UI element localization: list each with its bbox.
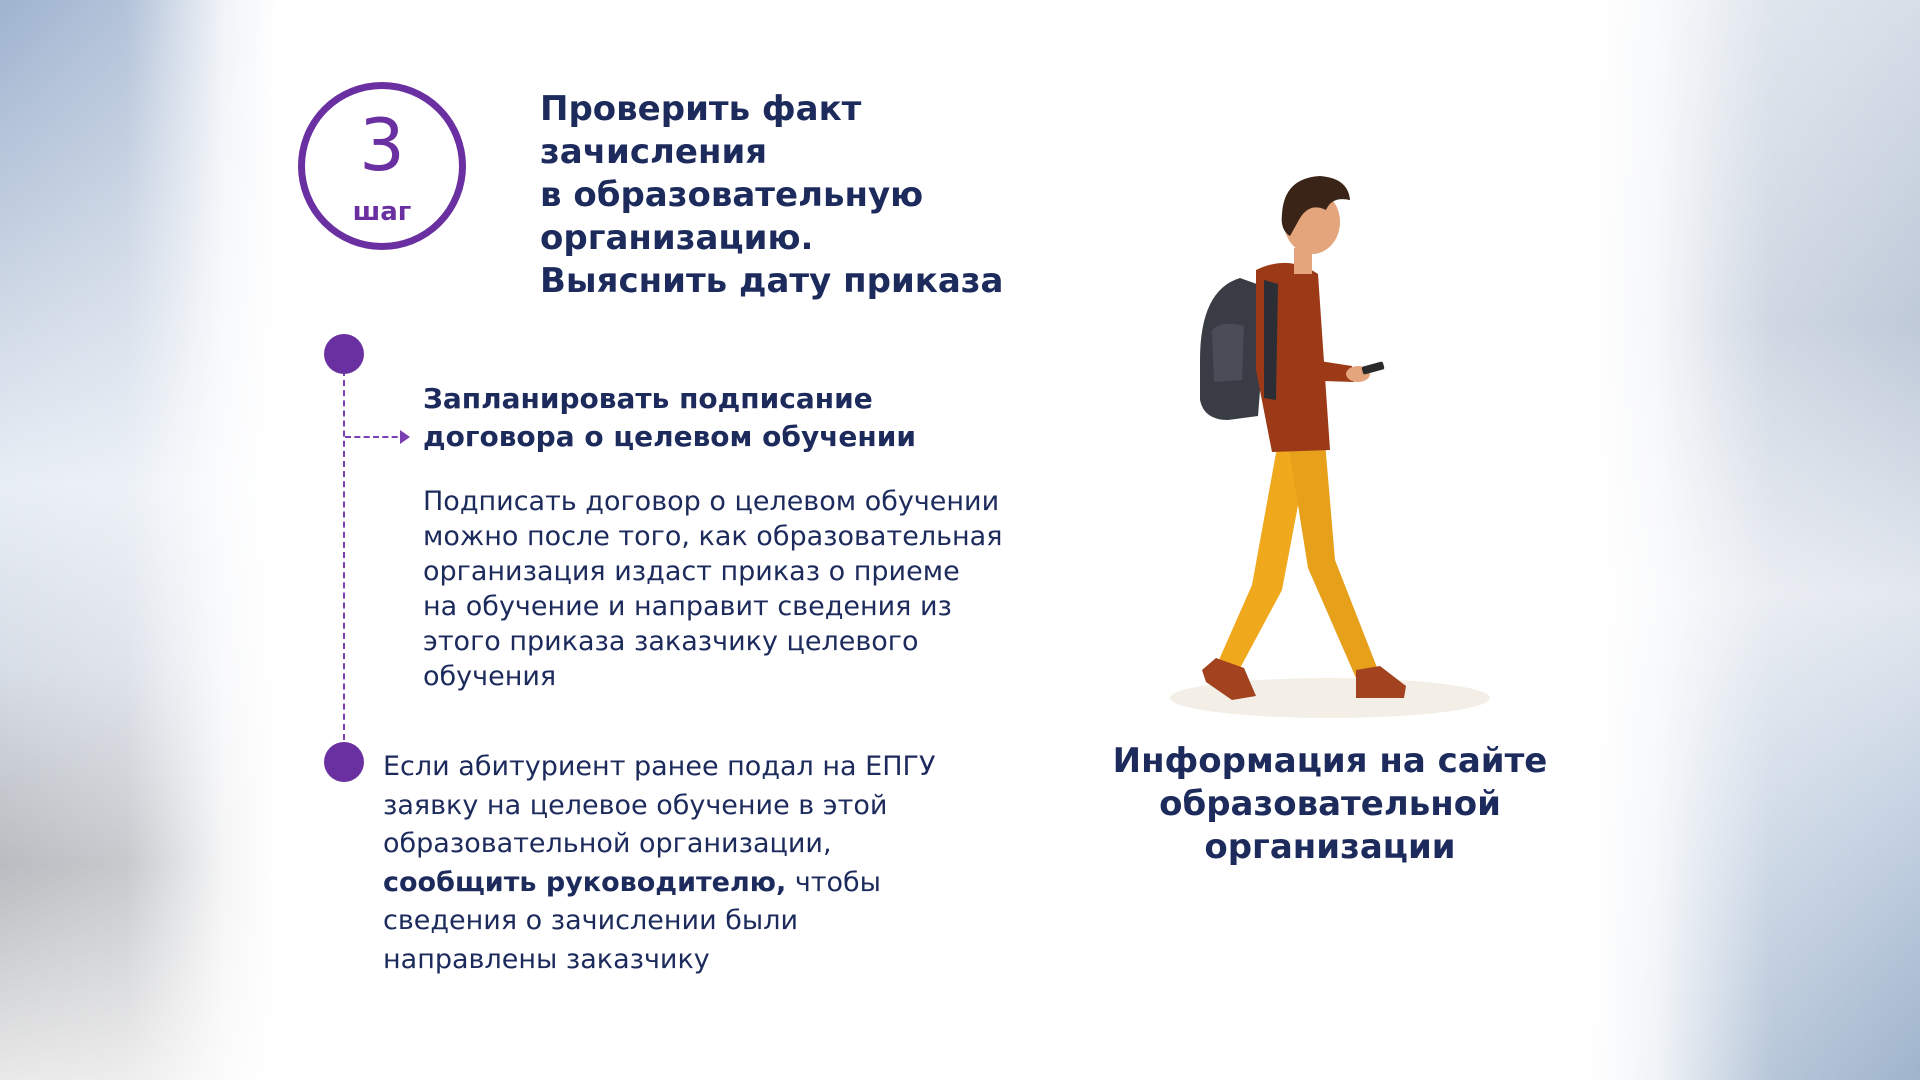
- left-background-photo: [0, 0, 280, 1080]
- item2-body: [383, 748, 1003, 979]
- item1-heading: [423, 380, 1043, 456]
- item2-line: направлены заказчику: [383, 943, 710, 975]
- item1-body-line: этого приказа заказчику целевого: [423, 626, 919, 657]
- item2-line: сведения о зачислении были: [383, 905, 798, 936]
- item1-body-line: обучения: [423, 661, 557, 692]
- page-title: [540, 88, 1060, 303]
- step-number: 3: [359, 103, 405, 187]
- step-badge: [298, 82, 466, 250]
- item1-heading-line: Запланировать подписание: [423, 382, 873, 415]
- item2-bold-text: сообщить руководителю,: [383, 866, 787, 898]
- title-line: организацию.: [540, 218, 814, 258]
- timeline-connector: [345, 436, 407, 438]
- front-leg: [1288, 442, 1378, 678]
- phone-icon: [1361, 361, 1384, 374]
- item2-line: заявку на целевое обучение в этой: [383, 789, 888, 821]
- backpack-pocket: [1212, 324, 1244, 382]
- title-line: Выяснить дату приказа: [540, 261, 1004, 301]
- arrow-right-icon: [400, 430, 410, 444]
- title-line: в образовательную: [540, 175, 924, 215]
- caption-line: Информация на сайте: [1112, 741, 1548, 781]
- step-label: шаг: [352, 197, 412, 227]
- caption: [1080, 740, 1580, 869]
- item2-after-bold: чтобы: [786, 866, 882, 898]
- item1-body: [423, 484, 1043, 694]
- item2-line: образовательной организации,: [383, 828, 832, 859]
- caption-line: образовательной: [1159, 784, 1501, 824]
- walking-student-illustration: [1160, 170, 1500, 730]
- item1-body-line: организация издаст приказ о приеме: [423, 556, 960, 587]
- timeline-line: [343, 370, 345, 740]
- caption-line: организации: [1204, 827, 1456, 867]
- item1-body-line: Подписать договор о целевом обучении: [423, 486, 1000, 517]
- item2-line: Если абитуриент ранее подал на ЕПГУ: [383, 751, 936, 782]
- timeline-dot-2: [324, 742, 364, 782]
- title-line: Проверить факт: [540, 89, 862, 129]
- item1-body-line: можно после того, как образовательная: [423, 521, 1003, 552]
- item1-body-line: на обучение и направит сведения из: [423, 591, 952, 622]
- item2-line-mixed: [383, 864, 1003, 903]
- timeline-dot-1: [324, 334, 364, 374]
- backpack-strap: [1264, 280, 1278, 400]
- title-line: зачисления: [540, 132, 768, 172]
- front-shoe: [1356, 666, 1406, 698]
- right-background-photo: [1590, 0, 1920, 1080]
- item1-heading-line: договора о целевом обучении: [423, 420, 917, 453]
